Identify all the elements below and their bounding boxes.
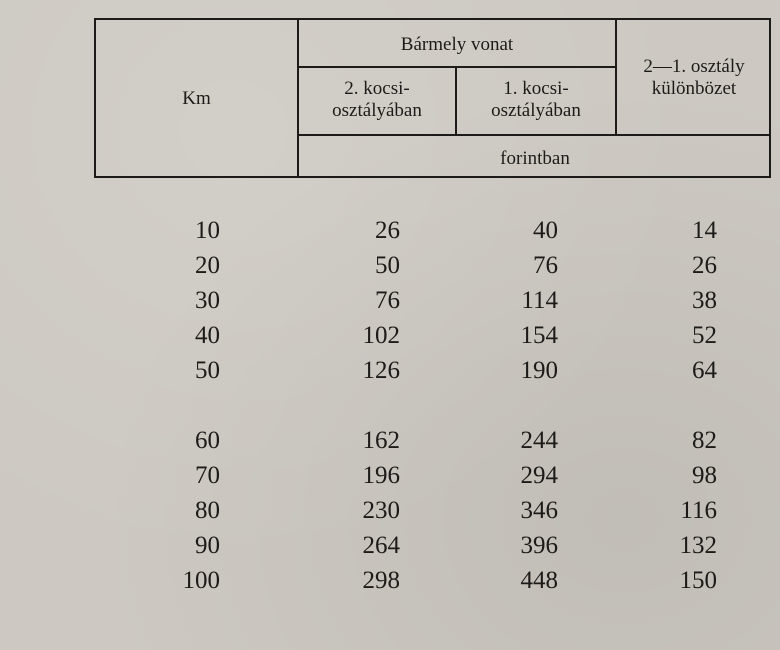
difference-value: 116 bbox=[680, 497, 717, 524]
first-class-price: 190 bbox=[520, 357, 558, 384]
table-row bbox=[0, 424, 780, 458]
table-row bbox=[0, 284, 780, 318]
first-class-price: 396 bbox=[520, 532, 558, 559]
first-class-price: 154 bbox=[520, 322, 558, 349]
first-class-price: 114 bbox=[521, 287, 558, 314]
km-cell: 30 bbox=[195, 287, 220, 314]
divider bbox=[297, 134, 771, 136]
km-cell: 60 bbox=[195, 427, 220, 454]
difference-header bbox=[617, 56, 771, 100]
second-class-price: 162 bbox=[362, 427, 400, 454]
difference-value: 132 bbox=[679, 532, 717, 559]
table-row bbox=[0, 459, 780, 493]
table-row bbox=[0, 214, 780, 248]
second-class-price: 298 bbox=[362, 567, 400, 594]
group-header: Bármely vonat bbox=[400, 34, 514, 55]
second-class-price: 50 bbox=[375, 252, 400, 279]
table-row bbox=[0, 529, 780, 563]
difference-value: 38 bbox=[692, 287, 717, 314]
first-class-header-line1: 1. kocsi- bbox=[503, 78, 569, 99]
difference-value: 64 bbox=[692, 357, 717, 384]
table-row bbox=[0, 319, 780, 353]
km-cell: 10 bbox=[195, 217, 220, 244]
km-cell: 80 bbox=[195, 497, 220, 524]
table-row bbox=[0, 564, 780, 598]
second-class-price: 264 bbox=[362, 532, 400, 559]
second-class-header bbox=[299, 78, 455, 122]
second-class-price: 102 bbox=[362, 322, 400, 349]
second-class-price: 230 bbox=[362, 497, 400, 524]
difference-value: 14 bbox=[692, 217, 717, 244]
table-row bbox=[0, 494, 780, 528]
first-class-price: 76 bbox=[533, 252, 558, 279]
second-class-price: 26 bbox=[375, 217, 400, 244]
second-class-price: 126 bbox=[362, 357, 400, 384]
second-class-price: 196 bbox=[362, 462, 400, 489]
km-cell: 20 bbox=[195, 252, 220, 279]
km-cell: 50 bbox=[195, 357, 220, 384]
km-cell: 100 bbox=[182, 567, 220, 594]
difference-header-line1: 2—1. osztály bbox=[643, 56, 745, 77]
km-cell: 90 bbox=[195, 532, 220, 559]
difference-value: 82 bbox=[692, 427, 717, 454]
table-row bbox=[0, 354, 780, 388]
difference-header-line2: különbözet bbox=[651, 78, 737, 99]
second-class-price: 76 bbox=[375, 287, 400, 314]
first-class-header bbox=[457, 78, 615, 122]
first-class-price: 40 bbox=[533, 217, 558, 244]
first-class-price: 346 bbox=[520, 497, 558, 524]
km-cell: 70 bbox=[195, 462, 220, 489]
table-row bbox=[0, 249, 780, 283]
table-header bbox=[94, 18, 771, 178]
first-class-header-line2: osztályában bbox=[491, 100, 581, 121]
difference-value: 26 bbox=[692, 252, 717, 279]
difference-value: 150 bbox=[679, 567, 717, 594]
km-cell: 40 bbox=[195, 322, 220, 349]
first-class-price: 244 bbox=[520, 427, 558, 454]
unit-header: forintban bbox=[500, 148, 570, 169]
divider bbox=[297, 66, 617, 68]
difference-value: 98 bbox=[692, 462, 717, 489]
first-class-price: 294 bbox=[520, 462, 558, 489]
first-class-price: 448 bbox=[520, 567, 558, 594]
km-header: Km bbox=[182, 88, 211, 109]
second-class-header-line2: osztályában bbox=[332, 100, 422, 121]
second-class-header-line1: 2. kocsi- bbox=[344, 78, 410, 99]
difference-value: 52 bbox=[692, 322, 717, 349]
